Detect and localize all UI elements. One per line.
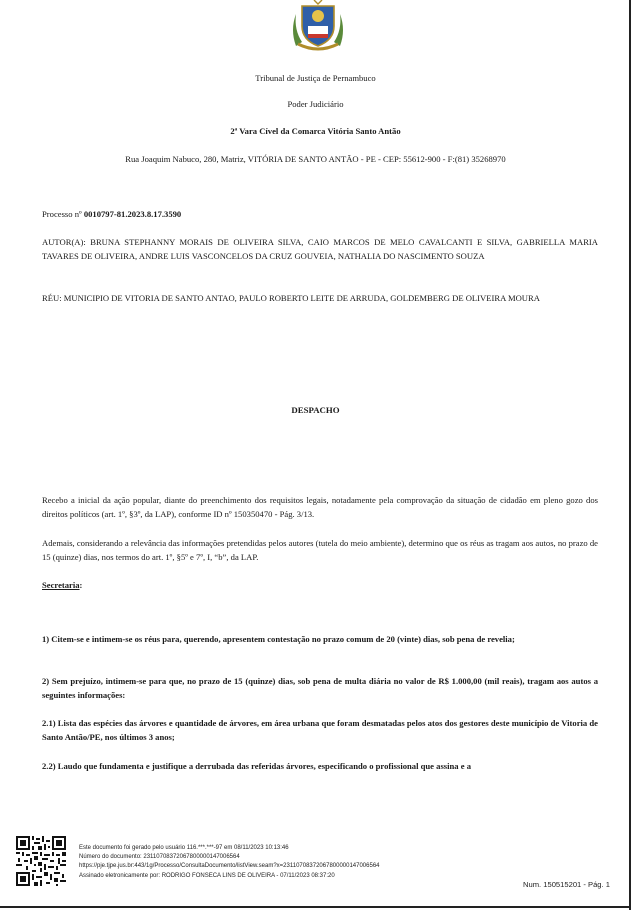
secretaria-heading [42,578,598,592]
secretaria-colon: : [79,580,83,590]
footer-document-number: Número do documento: 23110708372067800000147006564 [79,854,240,861]
qr-code-icon [16,836,66,886]
judiciary-label: Poder Judiciário [287,99,344,109]
document-footer [79,844,380,881]
paragraph-2: Ademais, considerando a relevância das informações pretendidas pelos autores (tutela do meio ambiente), determino que os réus as tragam aos autos, no prazo de 15 (quinze) dias, nos termos do art. 1º, §5º e 7º, I, “b”, da LAP. [42,538,598,563]
process-number-value: 0010797-81.2023.8.17.3590 [83,209,182,219]
court-name: Tribunal de Justiça de Pernambuco [255,73,376,83]
footer-url: https://pje.tjpe.jus.br:443/1g/Processo/ConsultaDocumento/listView.seam?x=23110708372067800000147006564 [79,863,380,870]
item-1: 1) Citem-se e intimem-se os réus para, querendo, apresentem contestação no prazo comum de 20 (vinte) dias, sob pena de revelia; [42,634,515,644]
secretaria-label: Secretaria [42,580,80,590]
page-number: Num. 150515201 - Pág. 1 [523,880,610,889]
plaintiffs: AUTOR(A): BRUNA STEPHANNY MORAIS DE OLIVEIRA SILVA, CAIO MARCOS DE MELO CAVALCANTI E SILVA, GABRIELLA MARIA TAVARES DE OLIVEIRA, ANDRE LUIS VASCONCELOS DA CRUZ GOUVEIA, NATHALIA DO NASCIMENTO SOUZA [42,237,598,262]
item-2: 2) Sem prejuízo, intimem-se para que, no prazo de 15 (quinze) dias, sob pena de multa diária no valor de R$ 1.000,00 (mil reais), tragam aos autos a seguintes informações: [42,676,598,701]
item-2-2: 2.2) Laudo que fundamenta e justifique a derrubada das referidas árvores, especificando o profissional que assina e a [42,761,472,771]
defendants: RÉU: MUNICIPIO DE VITORIA DE SANTO ANTAO, PAULO ROBERTO LEITE DE ARRUDA, GOLDEMBERG DE OLIVEIRA MOURA [42,293,540,303]
paragraph-1: Recebo a inicial da ação popular, diante do preenchimento dos requisitos legais, notadamente pela comprovação da situação de cidadão em pleno gozo dos direitos políticos (art. 1º, §3º, da LAP), conforme ID nº 150350470 - Pág. 3/13. [42,495,598,520]
process-number [42,207,598,221]
process-label: Processo nº [42,209,84,219]
document-title: DESPACHO [291,405,340,415]
footer-signature: Assinado eletronicamente por: RODRIGO FONSECA LINS DE OLIVEIRA - 07/11/2023 08:37:20 [79,872,335,879]
page-bottom-border [0,906,631,908]
footer-generated-by: Este documento foi gerado pelo usuário 116.***.***-97 em 08/11/2023 10:13:46 [79,845,289,851]
court-address: Rua Joaquim Nabuco, 280, Matriz, VITÓRIA DE SANTO ANTÃO - PE - CEP: 55612-900 - F:(81) 35268970 [125,154,506,164]
coat-of-arms-logo [288,0,348,52]
item-2-1: 2.1) Lista das espécies das árvores e quantidade de árvores, em área urbana que foram desmatadas pelos atos dos gestores deste município de Vitoria de Santo Antão/PE, nos últimos 3 anos; [42,718,598,743]
vara-name: 2ª Vara Cível da Comarca Vitória Santo Antão [230,126,401,136]
